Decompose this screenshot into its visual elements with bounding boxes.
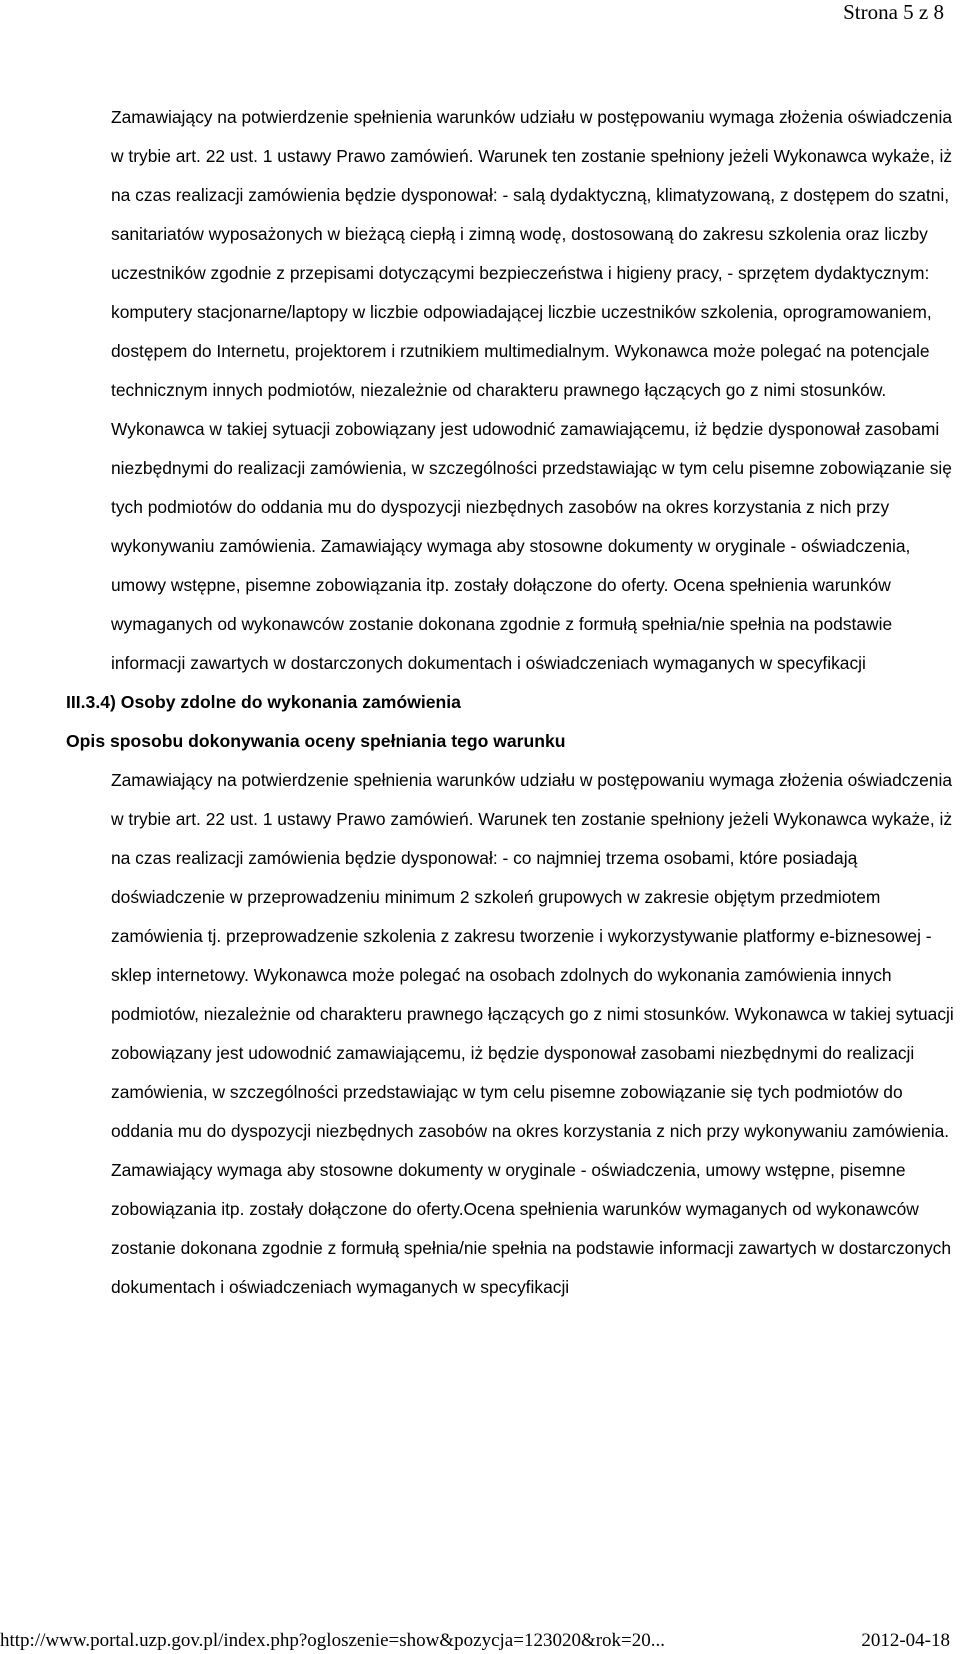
paragraph-personnel-condition: Zamawiający na potwierdzenie spełnienia warunków udziału w postępowaniu wymaga złożenia oświadczenia w trybie art. 22 ust. 1 ustawy Prawo zamówień. Warunek ten zostanie spełniony jeżeli Wykonawca wykaże, iż na czas realizacji zamówienia będzie dysponował: - co najmniej trzema osobami, które posiadają doświadczenie w przeprowadzeniu minimum 2 szkoleń grupowych w zakresie objętym przedmiotem zamówienia tj. przeprowadzenie szkolenia z zakresu tworzenie i wykorzystywanie platformy e-biznesowej - sklep internetowy. Wykonawca może polegać na osobach zdolnych do wykonania zamówienia innych podmiotów, niezależnie od charakteru prawnego łączących go z nimi stosunków. Wykonawca w takiej sytuacji zobowiązany jest udowodnić zamawiającemu, iż będzie dysponował zasobami niezbędnymi do realizacji zamówienia, w szczególności przedstawiając w tym celu pisemne zobowiązanie się tych podmiotów do oddania mu do dyspozycji niezbędnych zasobów na okres korzystania z nich przy wykonywaniu zamówienia. Zamawiający wymaga aby stosowne dokumenty w oryginale - oświadczenia, umowy wstępne, pisemne zobowiązania itp. zostały dołączone do oferty.Ocena spełnienia warunków wymaganych od wykonawców zostanie dokonana zgodnie z formułą spełnia/nie spełnia na podstawie informacji zawartych w dostarczonych dokumentach i oświadczeniach wymaganych w specyfikacji bbox=[111, 770, 954, 1297]
paragraph-premises-condition: Zamawiający na potwierdzenie spełnienia warunków udziału w postępowaniu wymaga złożenia oświadczenia w trybie art. 22 ust. 1 ustawy Prawo zamówień. Warunek ten zostanie spełniony jeżeli Wykonawca wykaże, iż na czas realizacji zamówienia będzie dysponował: - salą dydaktyczną, klimatyzowaną, z dostępem do szatni, sanitariatów wyposażonych w bieżącą ciepłą i zimną wodę, dostosowaną do zakresu szkolenia oraz liczby uczestników zgodnie z przepisami dotyczącymi bezpieczeństwa i higieny pracy, - sprzętem dydaktycznym: komputery stacjonarne/laptopy w liczbie odpowiadającej liczbie uczestników szkolenia, oprogramowaniem, dostępem do Internetu, projektorem i rzutnikiem multimedialnym. Wykonawca może polegać na potencjale technicznym innych podmiotów, niezależnie od charakteru prawnego łączących go z nimi stosunków. Wykonawca w takiej sytuacji zobowiązany jest udowodnić zamawiającemu, iż będzie dysponował zasobami niezbędnymi do realizacji zamówienia, w szczególności przedstawiając w tym celu pisemne zobowiązanie się tych podmiotów do oddania mu do dyspozycji niezbędnych zasobów na okres korzystania z nich przy wykonywaniu zamówienia. Zamawiający wymaga aby stosowne dokumenty w oryginale - oświadczenia, umowy wstępne, pisemne zobowiązania itp. zostały dołączone do oferty. Ocena spełnienia warunków wymaganych od wykonawców zostanie dokonana zgodnie z formułą spełnia/nie spełnia na podstawie informacji zawartych w dostarczonych dokumentach i oświadczeniach wymaganych w specyfikacji bbox=[111, 107, 953, 673]
footer-url: http://www.portal.uzp.gov.pl/index.php?ogloszenie=show&pozycja=123020&rok=20... bbox=[0, 1630, 666, 1651]
footer-date: 2012-04-18 bbox=[861, 1630, 950, 1651]
document-body bbox=[66, 98, 956, 1307]
section-heading-personnel: III.3.4) Osoby zdolne do wykonania zamówienia bbox=[66, 692, 461, 712]
page-number: Strona 5 z 8 bbox=[843, 0, 944, 24]
page-footer bbox=[0, 1628, 960, 1654]
subheading-evaluation-method: Opis sposobu dokonywania oceny spełniania tego warunku bbox=[66, 731, 566, 751]
